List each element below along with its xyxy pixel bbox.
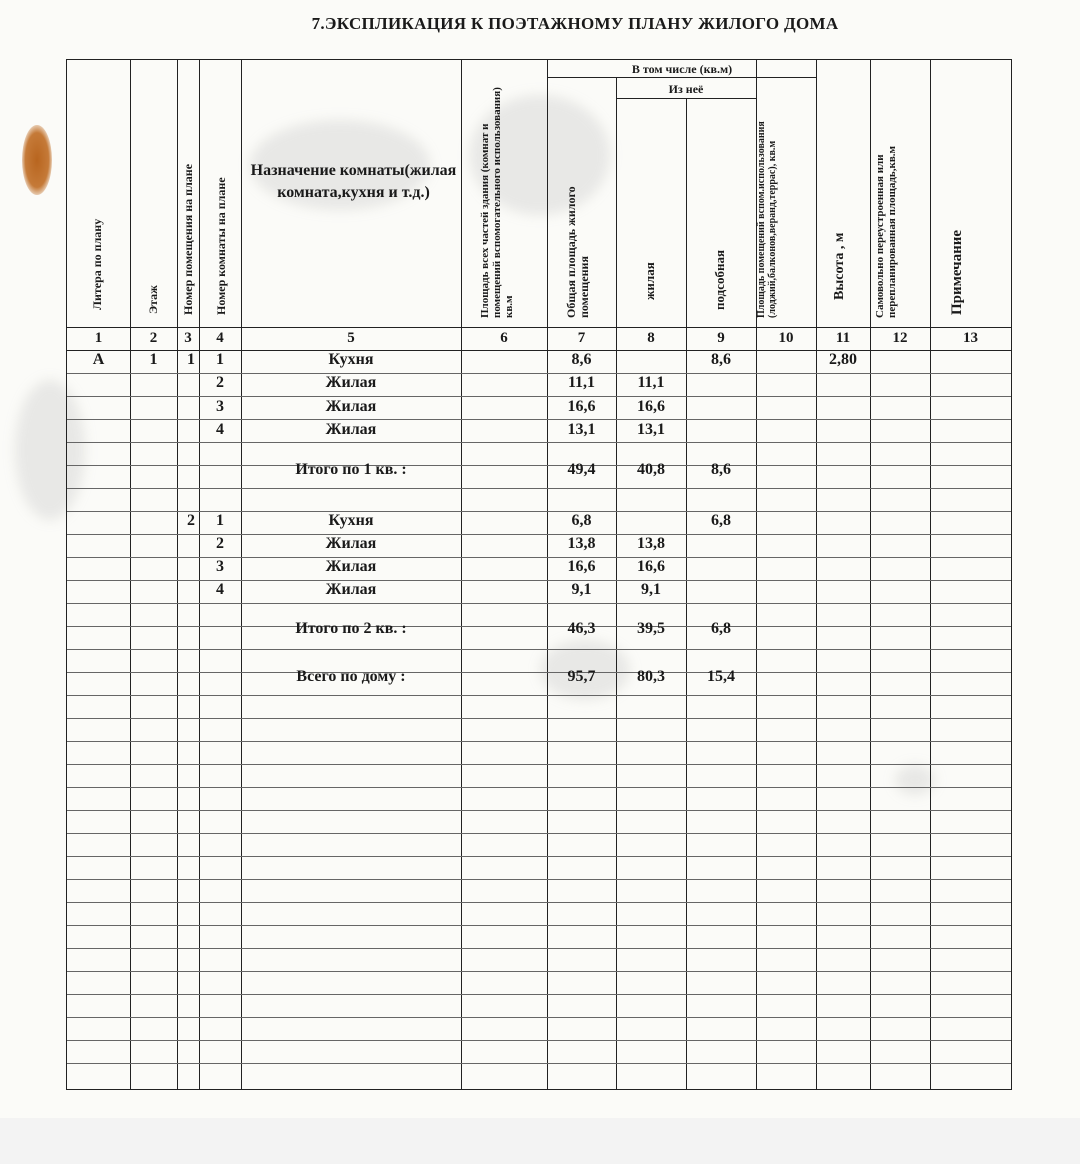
header-col6: Площадь всех частей здания (комнат и помещений вспомогательного использования) кв.м (479, 87, 515, 318)
header-col3: Номер помещения на плане (181, 163, 195, 315)
column-line (870, 60, 871, 1089)
cell-name: Жилая (325, 398, 377, 415)
cell-room: 3 (216, 398, 224, 415)
row-line (67, 1040, 1011, 1041)
cell-total: 16,6 (567, 398, 596, 415)
cell-height: 2,80 (829, 351, 857, 368)
cell-living: 16,6 (637, 558, 665, 575)
cell-apt: 2 (187, 512, 195, 529)
row-line (67, 994, 1011, 995)
cell-name: Жилая (325, 535, 377, 552)
row-line (67, 902, 1011, 903)
document-title: 7.ЭКСПЛИКАЦИЯ К ПОЭТАЖНОМУ ПЛАНУ ЖИЛОГО ДОМА (311, 14, 839, 33)
row-line (67, 718, 1011, 719)
row-line (67, 672, 1011, 673)
cell-name: Всего по дому : (296, 668, 406, 685)
column-number: 4 (216, 330, 224, 346)
screen-bottom-band (0, 1118, 1080, 1164)
cell-total: 6,8 (571, 512, 592, 529)
column-number: 1 (94, 330, 103, 346)
column-number: 11 (835, 330, 851, 346)
cell-name: Жилая (325, 374, 377, 391)
column-line (177, 60, 178, 1089)
row-line (67, 626, 1011, 627)
header-col8: жилая (642, 262, 657, 300)
row-line (67, 603, 1011, 604)
cell-total: 8,6 (571, 351, 592, 368)
row-line (67, 442, 1011, 443)
cell-living: 11,1 (637, 374, 665, 391)
column-number: 10 (778, 330, 794, 346)
cell-total: 13,1 (567, 421, 596, 438)
column-line (130, 60, 131, 1089)
row-line (67, 764, 1011, 765)
row-line (67, 948, 1011, 949)
row-line (67, 649, 1011, 650)
cell-name: Жилая (325, 581, 377, 598)
column-line (816, 60, 817, 1089)
cell-living: 39,5 (637, 620, 665, 637)
cell-name: Жилая (325, 421, 377, 438)
column-number: 5 (347, 330, 355, 346)
column-line (756, 60, 757, 1089)
column-line (930, 60, 931, 1089)
cell-aux: 8,6 (711, 461, 731, 478)
cell-litera: А (92, 351, 105, 368)
column-number: 13 (963, 330, 978, 346)
row-line (67, 833, 1011, 834)
row-line (67, 971, 1011, 972)
cell-room: 2 (216, 374, 224, 391)
cell-floor: 1 (149, 351, 158, 368)
column-line (461, 60, 462, 1089)
cell-room: 4 (216, 421, 224, 438)
cell-total: 9,1 (571, 581, 592, 598)
header-group-of-it: Из неё (668, 82, 704, 96)
cell-room: 4 (216, 581, 224, 598)
column-number: 12 (892, 330, 908, 346)
header-group-line (547, 77, 816, 78)
header-col9: подсобная (712, 250, 727, 310)
cell-name: Жилая (325, 558, 377, 575)
row-line (67, 1017, 1011, 1018)
cell-total: 11,1 (567, 374, 596, 391)
header-col11: Высота , м (832, 232, 847, 300)
cell-total: 13,8 (567, 535, 596, 552)
cell-total: 46,3 (567, 620, 596, 637)
cell-name: Кухня (328, 512, 374, 529)
cell-total: 95,7 (567, 668, 596, 685)
cell-name: Итого по 1 кв. : (295, 461, 407, 478)
row-line (67, 465, 1011, 466)
cell-apt: 1 (187, 351, 195, 368)
cell-total: 49,4 (567, 461, 596, 478)
cell-living: 16,6 (637, 398, 665, 415)
cell-total: 16,6 (567, 558, 596, 575)
cell-living: 9,1 (641, 581, 661, 598)
cell-room: 1 (216, 351, 224, 368)
row-line (67, 488, 1011, 489)
cell-living: 13,8 (637, 535, 665, 552)
row-line (67, 810, 1011, 811)
column-number: 2 (149, 330, 158, 346)
header-bottom-line (67, 327, 1011, 328)
cell-living: 80,3 (637, 668, 665, 685)
column-number: 7 (577, 330, 586, 346)
header-subgroup-line (616, 98, 756, 99)
cell-room: 1 (216, 512, 224, 529)
row-line (67, 695, 1011, 696)
header-col5: Назначение комнаты(жилая комната,кухня и т.д.) (250, 162, 457, 201)
cell-aux: 8,6 (711, 351, 731, 368)
header-col7: Общая площадь жилого помещения (564, 186, 591, 318)
header-group-total: В том числе (кв.м) (631, 62, 733, 76)
cell-living: 13,1 (637, 421, 665, 438)
cell-living: 40,8 (637, 461, 665, 478)
row-line (67, 856, 1011, 857)
row-line (67, 419, 1011, 420)
header-col12: Самовольно переустроенная или перепланированная площадь,кв.м (874, 145, 898, 318)
header-col4: Номер комнаты на плане (214, 177, 228, 315)
cell-room: 3 (216, 558, 224, 575)
cell-aux: 6,8 (711, 512, 731, 529)
explication-table (66, 59, 1012, 1090)
column-number: 6 (500, 330, 508, 346)
column-number: 9 (717, 330, 725, 346)
paper-stain (22, 125, 52, 195)
header-col10: Площадь помещений вспом.использования (лоджий,балконов,веранд,террас), кв.м (756, 121, 778, 318)
row-line (67, 879, 1011, 880)
cell-name: Итого по 2 кв. : (295, 620, 407, 637)
cell-aux: 6,8 (711, 620, 731, 637)
cell-aux: 15,4 (707, 668, 735, 685)
row-line (67, 741, 1011, 742)
cell-room: 2 (216, 535, 224, 552)
column-number: 3 (184, 330, 192, 346)
header-col2: Этаж (146, 285, 160, 314)
column-line (686, 98, 687, 1089)
row-line (67, 787, 1011, 788)
header-col1: Литера по плану (90, 218, 104, 310)
row-line (67, 925, 1011, 926)
header-col13: Примечание (949, 229, 965, 315)
row-line (67, 396, 1011, 397)
cell-name: Кухня (328, 351, 374, 368)
column-number: 8 (647, 330, 655, 346)
row-line (67, 1063, 1011, 1064)
